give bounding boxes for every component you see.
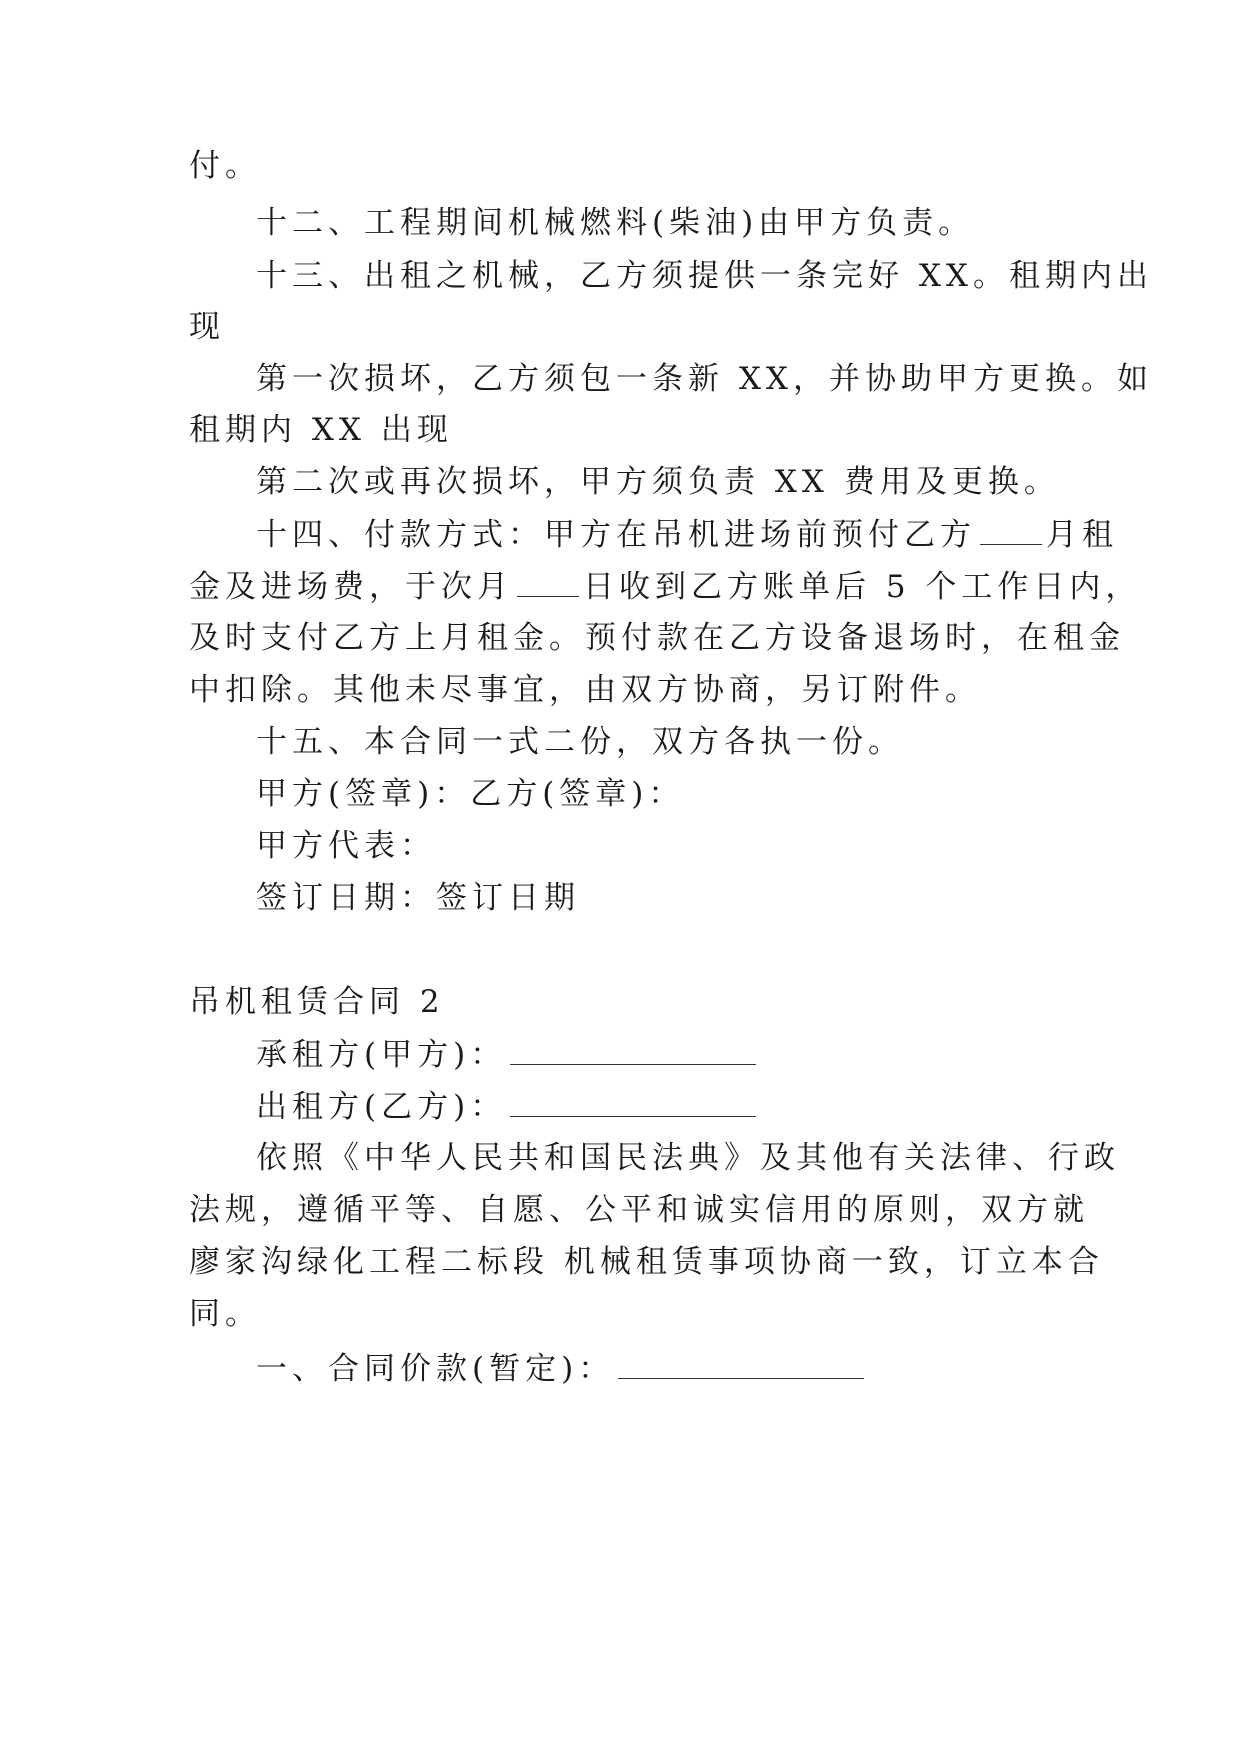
representative-line: 甲方代表：	[256, 828, 436, 864]
lessor-label: 出租方(乙方)：	[256, 1089, 507, 1125]
lessee-label: 承租方(甲方)：	[256, 1037, 507, 1073]
text-line: 第一次损坏，乙方须包一条新 XX，并协助甲方更换。如	[256, 361, 1153, 397]
blank-field	[980, 514, 1042, 545]
lessor-blank	[510, 1086, 756, 1117]
text-line: 付。	[189, 148, 261, 184]
clause-13: 十三、出租之机械，乙方须提供一条完好 XX。租期内出	[256, 258, 1153, 294]
paragraph-line: 廖家沟绿化工程二标段 机械租赁事项协商一致，订立本合	[189, 1244, 1104, 1280]
text-line: 租期内 XX 出现	[189, 412, 453, 448]
text-line: 及时支付乙方上月租金。预付款在乙方设备退场时，在租金	[189, 620, 1125, 656]
clause-15: 十五、本合同一式二份，双方各执一份。	[256, 724, 904, 760]
text-segment: 金及进场费，于次月	[189, 569, 513, 605]
clause-1-line	[256, 1348, 1136, 1389]
clause-1-label: 一、合同价款(暂定)：	[256, 1351, 615, 1387]
clause-14-text: 十四、付款方式：甲方在吊机进场前预付乙方	[256, 517, 976, 553]
signature-line: 甲方(签章)：乙方(签章)：	[256, 776, 685, 812]
sign-date-line: 签订日期：签订日期	[256, 880, 580, 916]
clause-14-text-end: 月租	[1046, 517, 1118, 553]
paragraph-line: 法规，遵循平等、自愿、公平和诚实信用的原则，双方就	[189, 1192, 1089, 1228]
clause-14	[256, 514, 1136, 555]
text-line: 中扣除。其他未尽事宜，由双方协商，另订附件。	[189, 672, 981, 708]
text-line	[189, 566, 1142, 607]
text-line: 现	[189, 309, 225, 345]
lessee-line	[256, 1034, 1136, 1075]
lessee-blank	[510, 1034, 756, 1065]
text-segment: 日收到乙方账单后 5 个工作日内，	[583, 569, 1142, 605]
blank-field	[517, 566, 579, 597]
paragraph-line: 同。	[189, 1296, 261, 1332]
lessor-line	[256, 1086, 1136, 1127]
text-line: 第二次或再次损坏，甲方须负责 XX 费用及更换。	[256, 464, 1060, 500]
section-title: 吊机租赁合同 2	[189, 984, 445, 1020]
paragraph-line: 依照《中华人民共和国民法典》及其他有关法律、行政	[256, 1140, 1120, 1176]
price-blank	[618, 1348, 864, 1379]
clause-12: 十二、工程期间机械燃料(柴油)由甲方负责。	[256, 205, 975, 241]
